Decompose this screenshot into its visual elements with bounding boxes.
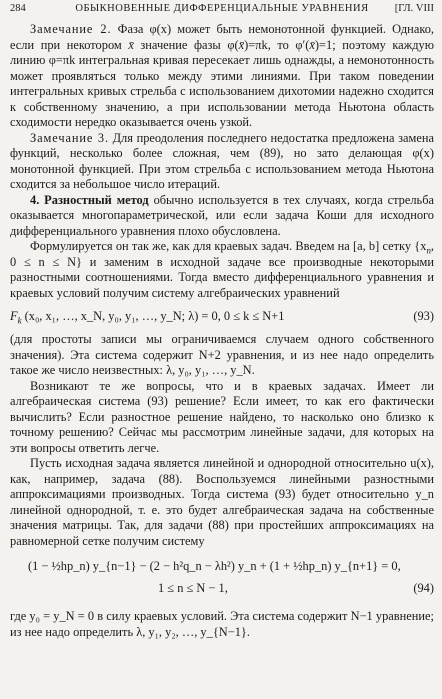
remark-3-lead: Замечание 3. — [30, 130, 109, 145]
remark-2-lead: Замечание 2. — [30, 22, 112, 36]
equation-94-number: (94) — [413, 581, 434, 595]
equation-93: $F_k$ (x₀, x₁, …, x_N, y₀, y₁, …, y_N; λ) = 0, 0 ≤ k ≤ N+1 (93) — [10, 301, 434, 332]
remark-2-paragraph: Замечание 2. Фаза φ(x) может быть немонотонной функцией. Однако, если при некотором x̄ значение фазы φ(x̄)=πk, то φ′(x̄)=1; поэтому каждую линию φ=πk интегральная кривая пересекает лишь однажды, а немонотонность может проявляться только между этими линиями. При таком поведении интегральных кривых стрельба с использованием дихотомии надежно сходится к собственному значению, а при использовании метода Ньютона область сходимости нередко оказывается очень узкой. — [10, 22, 435, 129]
equation-93-body: (x₀, x₁, …, x_N, y₀, y₁, …, y_N; λ) = 0, 0 ≤ k ≤ N+1 — [24, 309, 285, 323]
running-title: ОБЫКНОВЕННЫЕ ДИФФЕРЕНЦИАЛЬНЫЕ УРАВНЕНИЯ — [75, 3, 369, 14]
page-number: 284 — [10, 3, 26, 14]
formulation-paragraph: Формулируется он так же, как для краевых задач. Введем на [a, b] сетку {$x_n$, 0 ≤ n ≤ N} и заменим в исходной задаче все производные некоторыми разностными соотношениями. Тогда вместо дифференциального уравнения и краевых условий получим систему алгебраических уравнений — [10, 239, 434, 300]
system-note-paragraph: (для простоты записи мы ограничиваемся случаем одного собственного значения). Эта система содержит N+2 уравнения, и из нее надо определить такое же число неизвестных: λ, y₀, y₁, …, y_N. — [10, 332, 434, 377]
questions-paragraph: Возникают те же вопросы, что и в краевых задачах. Имеет ли алгебраическая система (93) решение? Если имеет, то как его фактически вычислить? Если разностное решение найдено, то насколько оно близко к точному решению? Сейчас мы рассмотрим линейные задачи, для которых на эти вопросы ответить легче. — [10, 378, 434, 455]
equation-94 — [10, 555, 434, 601]
difference-method-paragraph: 4. Разностный метод обычно используется в тех случаях, когда стрельба оказывается многопараметрической, или если задача Коши для исходного дифференциального уравнения плохо обусловлена. — [10, 192, 434, 238]
section-heading: 4. Разностный метод — [30, 192, 149, 207]
equation-93-number: (93) — [413, 309, 434, 323]
linear-problem-paragraph: Пусть исходная задача является линейной и однородной относительно u(x), как, например, задача (88). Воспользуемся линейными разностными аппроксимациями производных. Тогда система (93) будет относительно y_n линейной однородной, т. е. это будет алгебраическая задача на собственные значения матрицы. Так, для задачи (88) при простейших аппроксимациях на равномерной сетке получим систему — [10, 456, 434, 548]
remark-3-paragraph: Замечание 3. Для преодоления последнего недостатка предложена замена функций, несколько более сложная, чем (89), но зато делающая φ(x) монотонной функцией. При этом стрельба с использованием метода Ньютона сходится за небольшое число итераций. — [10, 130, 434, 191]
boundary-conditions-paragraph: где y₀ = y_N = 0 в силу краевых условий. Эта система содержит N−1 уравнение; из нее надо определить λ, y₁, y₂, …, y_{N−1}. — [10, 609, 434, 639]
chapter-label: [ГЛ. VIII — [394, 3, 434, 14]
equation-94-line2: 1 ≤ n ≤ N − 1, — [158, 581, 228, 595]
page-body — [10, 22, 434, 640]
equation-94-line1: (1 − ½hp_n) y_{n−1} − (2 − h²q_n − λh²) y_n + (1 + ½hp_n) y_{n+1} = 0, — [28, 559, 401, 573]
page-header — [10, 2, 434, 16]
